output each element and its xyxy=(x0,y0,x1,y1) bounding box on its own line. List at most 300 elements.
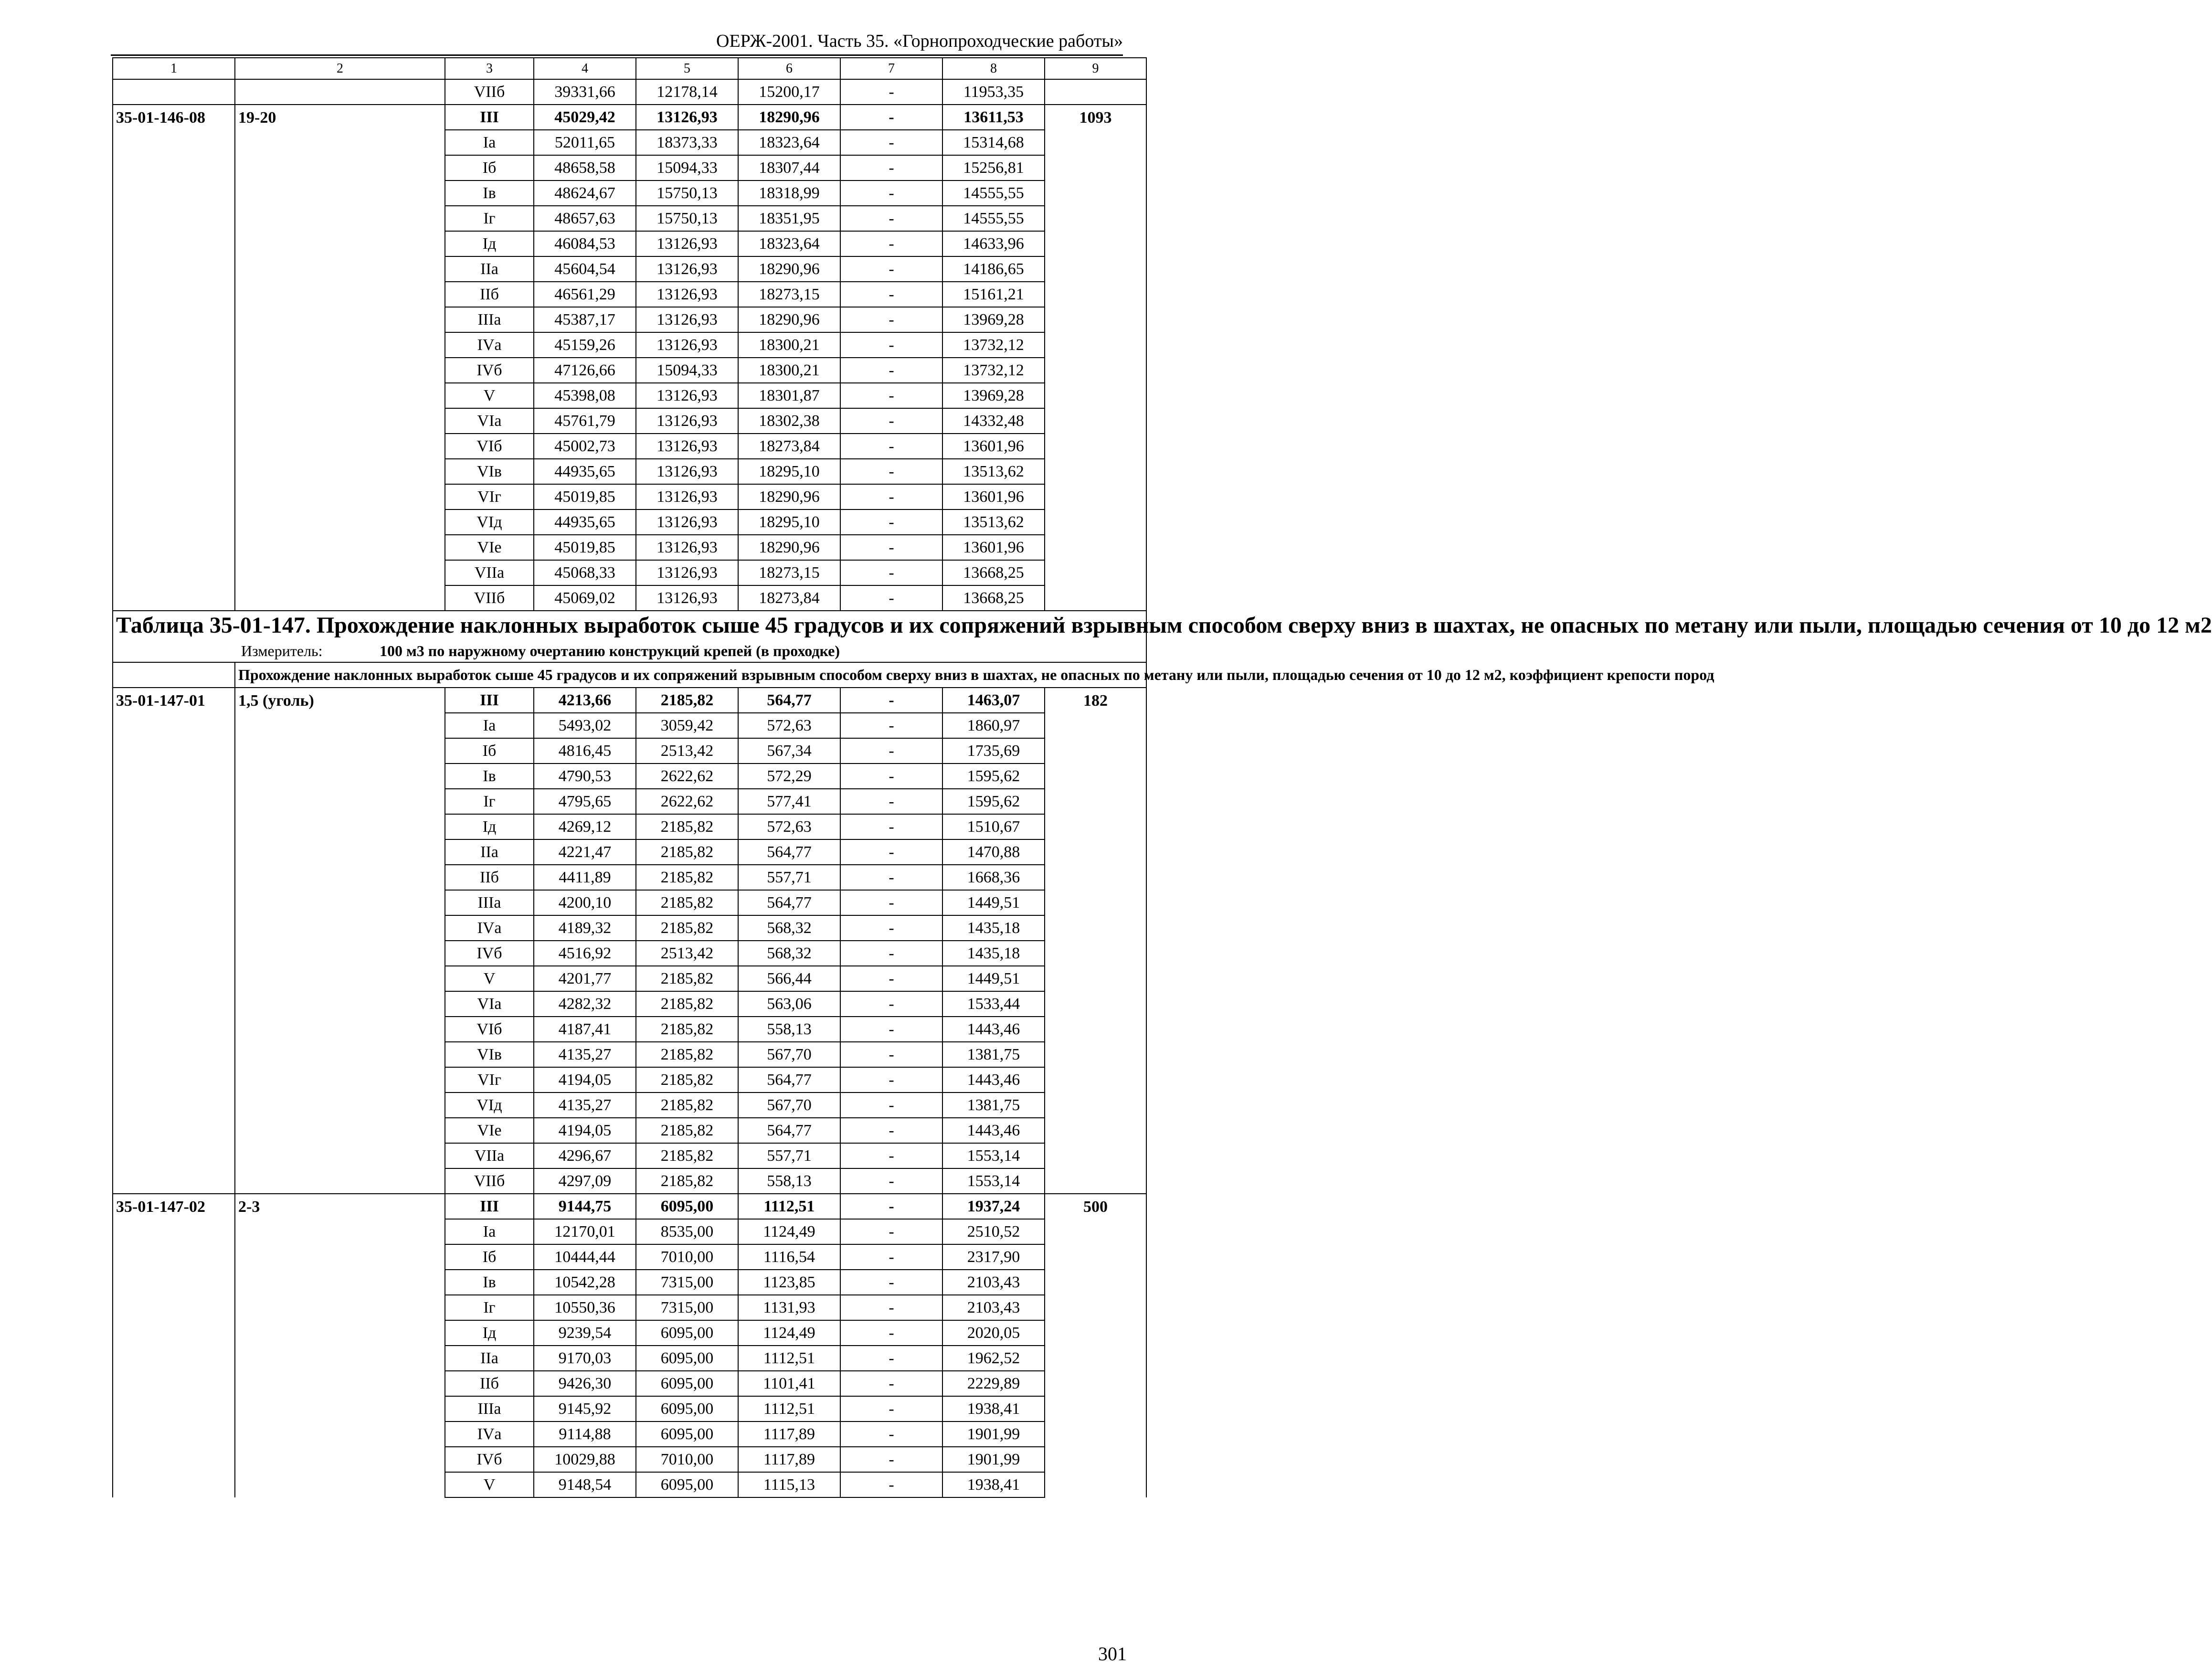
region-cell: IIIа xyxy=(445,307,534,332)
region-cell: VIе xyxy=(445,1118,534,1143)
parameter-cell xyxy=(235,1421,445,1447)
value-cell: 1443,46 xyxy=(942,1017,1045,1042)
value-cell: 1381,75 xyxy=(942,1042,1045,1067)
value-cell: - xyxy=(840,509,942,535)
rate-code-cell xyxy=(113,1042,235,1067)
value-cell: 18301,87 xyxy=(738,383,840,408)
value-cell: 1443,46 xyxy=(942,1118,1045,1143)
column-9-cell xyxy=(1045,1244,1146,1270)
column-9-cell xyxy=(1045,713,1146,738)
parameter-cell xyxy=(235,509,445,535)
column-number: 5 xyxy=(636,58,738,79)
rate-code-cell: 35-01-147-01 xyxy=(113,688,235,713)
parameter-cell xyxy=(235,358,445,383)
table-row xyxy=(113,180,1146,206)
value-cell: 18302,38 xyxy=(738,408,840,434)
rate-code-cell xyxy=(113,79,235,105)
value-cell: 567,34 xyxy=(738,738,840,764)
table-row xyxy=(113,991,1146,1017)
value-cell: 9145,92 xyxy=(534,1396,636,1421)
value-cell: 2185,82 xyxy=(636,1143,738,1168)
value-cell: 45069,02 xyxy=(534,585,636,611)
value-cell: - xyxy=(840,789,942,814)
value-cell: 46561,29 xyxy=(534,282,636,307)
value-cell: 45159,26 xyxy=(534,332,636,358)
region-cell: VIе xyxy=(445,535,534,560)
value-cell: 13126,93 xyxy=(636,459,738,484)
value-cell: 1553,14 xyxy=(942,1143,1045,1168)
table-row xyxy=(113,459,1146,484)
table-title-row xyxy=(113,611,1146,662)
parameter-cell xyxy=(235,991,445,1017)
value-cell: 7315,00 xyxy=(636,1295,738,1320)
value-cell: 9148,54 xyxy=(534,1472,636,1497)
parameter-cell xyxy=(235,1219,445,1244)
rate-code-cell xyxy=(113,814,235,839)
parameter-cell xyxy=(235,1067,445,1093)
value-cell: 4790,53 xyxy=(534,764,636,789)
value-cell: - xyxy=(840,1017,942,1042)
table-row xyxy=(113,789,1146,814)
value-cell: 15750,13 xyxy=(636,206,738,231)
value-cell: - xyxy=(840,1143,942,1168)
column-9-cell xyxy=(1045,1472,1146,1497)
value-cell: 39331,66 xyxy=(534,79,636,105)
measure-line xyxy=(116,640,1143,662)
rate-code-cell xyxy=(113,1270,235,1295)
value-cell: 15200,17 xyxy=(738,79,840,105)
value-cell: 3059,42 xyxy=(636,713,738,738)
value-cell: 10550,36 xyxy=(534,1295,636,1320)
parameter-cell: 19-20 xyxy=(235,105,445,130)
rate-code-cell xyxy=(113,738,235,764)
table-row xyxy=(113,1346,1146,1371)
value-cell: 568,32 xyxy=(738,941,840,966)
value-cell: 572,63 xyxy=(738,713,840,738)
value-cell: - xyxy=(840,688,942,713)
table-row xyxy=(113,130,1146,155)
parameter-cell xyxy=(235,789,445,814)
parameter-cell xyxy=(235,1447,445,1472)
rates-table xyxy=(112,57,2212,1498)
region-cell: IVб xyxy=(445,1447,534,1472)
region-cell: VIд xyxy=(445,1093,534,1118)
parameter-cell xyxy=(235,180,445,206)
value-cell: 1901,99 xyxy=(942,1421,1045,1447)
value-cell: - xyxy=(840,459,942,484)
value-cell: 2185,82 xyxy=(636,966,738,991)
value-cell: 9239,54 xyxy=(534,1320,636,1346)
region-cell: Iа xyxy=(445,130,534,155)
rate-code-cell xyxy=(113,1371,235,1396)
value-cell: 4200,10 xyxy=(534,890,636,915)
value-cell: - xyxy=(840,383,942,408)
column-9-cell xyxy=(1045,764,1146,789)
column-9-cell xyxy=(1045,814,1146,839)
value-cell: 1112,51 xyxy=(738,1346,840,1371)
value-cell: 1735,69 xyxy=(942,738,1045,764)
parameter-cell xyxy=(235,484,445,509)
region-cell: VIа xyxy=(445,991,534,1017)
value-cell: 18290,96 xyxy=(738,535,840,560)
column-9-cell xyxy=(1045,1346,1146,1371)
header-rule xyxy=(111,54,1123,56)
value-cell: 13126,93 xyxy=(636,585,738,611)
value-cell: - xyxy=(840,1295,942,1320)
column-9-cell xyxy=(1045,383,1146,408)
value-cell: - xyxy=(840,256,942,282)
column-9-cell xyxy=(1045,1219,1146,1244)
column-number: 3 xyxy=(445,58,534,79)
column-9-cell: 1093 xyxy=(1045,105,1146,130)
value-cell: - xyxy=(840,585,942,611)
value-cell: 15161,21 xyxy=(942,282,1045,307)
value-cell: 18273,15 xyxy=(738,560,840,585)
value-cell: 45068,33 xyxy=(534,560,636,585)
value-cell: 18295,10 xyxy=(738,459,840,484)
value-cell: 45002,73 xyxy=(534,434,636,459)
column-number: 7 xyxy=(840,58,942,79)
value-cell: 1595,62 xyxy=(942,789,1045,814)
table-row xyxy=(113,585,1146,611)
table-row xyxy=(113,1270,1146,1295)
parameter-cell xyxy=(235,1396,445,1421)
parameter-cell xyxy=(235,459,445,484)
rate-code-cell xyxy=(113,713,235,738)
value-cell: 1463,07 xyxy=(942,688,1045,713)
region-cell: VIб xyxy=(445,1017,534,1042)
value-cell: - xyxy=(840,764,942,789)
value-cell: 18307,44 xyxy=(738,155,840,180)
value-cell: 1116,54 xyxy=(738,1244,840,1270)
rate-code-cell xyxy=(113,1118,235,1143)
value-cell: 2185,82 xyxy=(636,991,738,1017)
column-9-cell xyxy=(1045,1168,1146,1194)
table-row xyxy=(113,1320,1146,1346)
region-cell: V xyxy=(445,383,534,408)
region-cell: Iа xyxy=(445,713,534,738)
table-row xyxy=(113,231,1146,256)
region-cell: VIIа xyxy=(445,560,534,585)
value-cell: 18351,95 xyxy=(738,206,840,231)
rate-code-cell xyxy=(113,915,235,941)
value-cell: 4189,32 xyxy=(534,915,636,941)
value-cell: - xyxy=(840,130,942,155)
value-cell: 564,77 xyxy=(738,839,840,865)
value-cell: 45387,17 xyxy=(534,307,636,332)
column-9-cell xyxy=(1045,966,1146,991)
value-cell: 1435,18 xyxy=(942,941,1045,966)
rate-code-cell xyxy=(113,408,235,434)
value-cell: 13601,96 xyxy=(942,434,1045,459)
value-cell: 1115,13 xyxy=(738,1472,840,1497)
value-cell: 12178,14 xyxy=(636,79,738,105)
value-cell: 18273,84 xyxy=(738,585,840,611)
value-cell: 2513,42 xyxy=(636,941,738,966)
parameter-cell xyxy=(235,1168,445,1194)
value-cell: 7315,00 xyxy=(636,1270,738,1295)
table-row xyxy=(113,1093,1146,1118)
parameter-cell xyxy=(235,282,445,307)
column-number: 9 xyxy=(1045,58,1146,79)
column-9-cell xyxy=(1045,307,1146,332)
value-cell: 13126,93 xyxy=(636,231,738,256)
value-cell: 557,71 xyxy=(738,865,840,890)
value-cell: 1112,51 xyxy=(738,1194,840,1219)
rate-code-cell xyxy=(113,332,235,358)
value-cell: 8535,00 xyxy=(636,1219,738,1244)
column-9-cell xyxy=(1045,282,1146,307)
value-cell: 2185,82 xyxy=(636,915,738,941)
rate-code-cell xyxy=(113,764,235,789)
value-cell: - xyxy=(840,1194,942,1219)
value-cell: 13126,93 xyxy=(636,307,738,332)
value-cell: 14332,48 xyxy=(942,408,1045,434)
value-cell: 13513,62 xyxy=(942,509,1045,535)
region-cell: IIа xyxy=(445,1346,534,1371)
parameter-cell xyxy=(235,1295,445,1320)
column-9-cell: 500 xyxy=(1045,1194,1146,1219)
value-cell: - xyxy=(840,484,942,509)
region-cell: VIа xyxy=(445,408,534,434)
table-row xyxy=(113,1295,1146,1320)
rate-code-cell xyxy=(113,1447,235,1472)
table-row xyxy=(113,1371,1146,1396)
region-cell: Iа xyxy=(445,1219,534,1244)
column-9-cell xyxy=(1045,1143,1146,1168)
region-cell: Iб xyxy=(445,1244,534,1270)
value-cell: 2622,62 xyxy=(636,764,738,789)
value-cell: 2229,89 xyxy=(942,1371,1045,1396)
value-cell: 2622,62 xyxy=(636,789,738,814)
rate-code-cell xyxy=(113,865,235,890)
rate-code-cell xyxy=(113,434,235,459)
measure-label: Измеритель: xyxy=(241,642,323,659)
value-cell: 18323,64 xyxy=(738,231,840,256)
parameter-cell xyxy=(235,256,445,282)
value-cell: 45029,42 xyxy=(534,105,636,130)
table-row xyxy=(113,383,1146,408)
value-cell: 4135,27 xyxy=(534,1093,636,1118)
value-cell: 18300,21 xyxy=(738,358,840,383)
table-row xyxy=(113,1118,1146,1143)
column-9-cell xyxy=(1045,1270,1146,1295)
value-cell: 1470,88 xyxy=(942,839,1045,865)
value-cell: 2185,82 xyxy=(636,814,738,839)
rate-code-cell xyxy=(113,231,235,256)
region-cell: VIг xyxy=(445,1067,534,1093)
value-cell: 1668,36 xyxy=(942,865,1045,890)
value-cell: 4201,77 xyxy=(534,966,636,991)
value-cell: - xyxy=(840,865,942,890)
column-9-cell xyxy=(1045,991,1146,1017)
table-row xyxy=(113,358,1146,383)
value-cell: 568,32 xyxy=(738,915,840,941)
value-cell: 45604,54 xyxy=(534,256,636,282)
region-cell: VIд xyxy=(445,509,534,535)
region-cell: Iг xyxy=(445,789,534,814)
rate-code-cell xyxy=(113,1295,235,1320)
rate-code-cell xyxy=(113,789,235,814)
value-cell: - xyxy=(840,966,942,991)
table-row xyxy=(113,1168,1146,1194)
column-9-cell xyxy=(1045,434,1146,459)
value-cell: 6095,00 xyxy=(636,1346,738,1371)
value-cell: 47126,66 xyxy=(534,358,636,383)
parameter-cell xyxy=(235,1270,445,1295)
region-cell: VIб xyxy=(445,434,534,459)
value-cell: 4411,89 xyxy=(534,865,636,890)
value-cell: 14633,96 xyxy=(942,231,1045,256)
value-cell: 18290,96 xyxy=(738,307,840,332)
value-cell: 1449,51 xyxy=(942,890,1045,915)
rate-code-cell xyxy=(113,256,235,282)
column-9-cell xyxy=(1045,585,1146,611)
rate-code-cell xyxy=(113,383,235,408)
rate-code-cell xyxy=(113,966,235,991)
table-row xyxy=(113,1143,1146,1168)
value-cell: 9144,75 xyxy=(534,1194,636,1219)
parameter-cell xyxy=(235,231,445,256)
region-cell: VIIб xyxy=(445,1168,534,1194)
value-cell: 18318,99 xyxy=(738,180,840,206)
column-9-cell xyxy=(1045,535,1146,560)
region-cell: V xyxy=(445,966,534,991)
table-row xyxy=(113,966,1146,991)
parameter-cell xyxy=(235,79,445,105)
value-cell: 13732,12 xyxy=(942,332,1045,358)
value-cell: 1533,44 xyxy=(942,991,1045,1017)
description-row xyxy=(113,662,1146,688)
parameter-cell xyxy=(235,1244,445,1270)
table-row xyxy=(113,688,1146,713)
value-cell: - xyxy=(840,991,942,1017)
column-9-cell xyxy=(1045,256,1146,282)
table-row xyxy=(113,890,1146,915)
value-cell: 6095,00 xyxy=(636,1320,738,1346)
value-cell: - xyxy=(840,839,942,865)
rate-code-cell xyxy=(113,484,235,509)
column-9-cell xyxy=(1045,1093,1146,1118)
value-cell: 4795,65 xyxy=(534,789,636,814)
value-cell: 13126,93 xyxy=(636,484,738,509)
parameter-cell: 2-3 xyxy=(235,1194,445,1219)
value-cell: - xyxy=(840,560,942,585)
value-cell: 44935,65 xyxy=(534,459,636,484)
value-cell: 564,77 xyxy=(738,890,840,915)
value-cell: 1449,51 xyxy=(942,966,1045,991)
table-row xyxy=(113,332,1146,358)
table-row xyxy=(113,408,1146,434)
rate-code-cell xyxy=(113,1017,235,1042)
table-row xyxy=(113,206,1146,231)
table-row xyxy=(113,1447,1146,1472)
table-row xyxy=(113,105,1146,130)
column-9-cell xyxy=(1045,1421,1146,1447)
rate-code-cell xyxy=(113,1219,235,1244)
parameter-cell xyxy=(235,1118,445,1143)
rate-code-cell xyxy=(113,1320,235,1346)
value-cell: - xyxy=(840,1396,942,1421)
value-cell: 4213,66 xyxy=(534,688,636,713)
region-cell: IVб xyxy=(445,941,534,966)
rate-code-cell xyxy=(113,1143,235,1168)
column-9-cell xyxy=(1045,1447,1146,1472)
value-cell: 2185,82 xyxy=(636,1067,738,1093)
table-row xyxy=(113,839,1146,865)
value-cell: 1937,24 xyxy=(942,1194,1045,1219)
parameter-cell xyxy=(235,738,445,764)
parameter-cell: 1,5 (уголь) xyxy=(235,688,445,713)
column-9-cell xyxy=(1045,915,1146,941)
region-cell: IVа xyxy=(445,332,534,358)
value-cell: 4135,27 xyxy=(534,1042,636,1067)
region-cell: Iб xyxy=(445,738,534,764)
column-number: 4 xyxy=(534,58,636,79)
parameter-cell xyxy=(235,1143,445,1168)
parameter-cell xyxy=(235,839,445,865)
column-9-cell xyxy=(1045,79,1146,105)
parameter-cell xyxy=(235,764,445,789)
value-cell: 18290,96 xyxy=(738,484,840,509)
measure-value: 100 м3 по наружному очертанию конструкций крепей (в проходке) xyxy=(380,642,840,659)
value-cell: - xyxy=(840,434,942,459)
value-cell: 18290,96 xyxy=(738,105,840,130)
value-cell: 9170,03 xyxy=(534,1346,636,1371)
column-9-cell xyxy=(1045,1320,1146,1346)
value-cell: 45398,08 xyxy=(534,383,636,408)
value-cell: 1131,93 xyxy=(738,1295,840,1320)
page-number: 301 xyxy=(1098,1643,1127,1665)
column-9-cell xyxy=(1045,332,1146,358)
region-cell: Iг xyxy=(445,206,534,231)
region-cell: IIа xyxy=(445,839,534,865)
value-cell: 15094,33 xyxy=(636,358,738,383)
region-cell: III xyxy=(445,105,534,130)
value-cell: 46084,53 xyxy=(534,231,636,256)
region-cell: Iд xyxy=(445,814,534,839)
column-9-cell xyxy=(1045,408,1146,434)
value-cell: - xyxy=(840,814,942,839)
rate-code-cell: 35-01-147-02 xyxy=(113,1194,235,1219)
parameter-cell xyxy=(235,535,445,560)
parameter-cell xyxy=(235,206,445,231)
value-cell: 18273,15 xyxy=(738,282,840,307)
parameter-cell xyxy=(235,814,445,839)
table-row xyxy=(113,307,1146,332)
value-cell: 44935,65 xyxy=(534,509,636,535)
table-row xyxy=(113,764,1146,789)
value-cell: 1124,49 xyxy=(738,1219,840,1244)
value-cell: 6095,00 xyxy=(636,1194,738,1219)
value-cell: 48657,63 xyxy=(534,206,636,231)
column-9-cell xyxy=(1045,738,1146,764)
column-number: 6 xyxy=(738,58,840,79)
region-cell: VIв xyxy=(445,1042,534,1067)
column-9-cell xyxy=(1045,484,1146,509)
region-cell: IIIа xyxy=(445,890,534,915)
value-cell: 4194,05 xyxy=(534,1118,636,1143)
column-9-cell xyxy=(1045,180,1146,206)
value-cell: 18300,21 xyxy=(738,332,840,358)
column-9-cell xyxy=(1045,1042,1146,1067)
table-row xyxy=(113,560,1146,585)
value-cell: 558,13 xyxy=(738,1017,840,1042)
value-cell: 1124,49 xyxy=(738,1320,840,1346)
value-cell: 1938,41 xyxy=(942,1396,1045,1421)
region-cell: Iв xyxy=(445,180,534,206)
value-cell: 1112,51 xyxy=(738,1396,840,1421)
